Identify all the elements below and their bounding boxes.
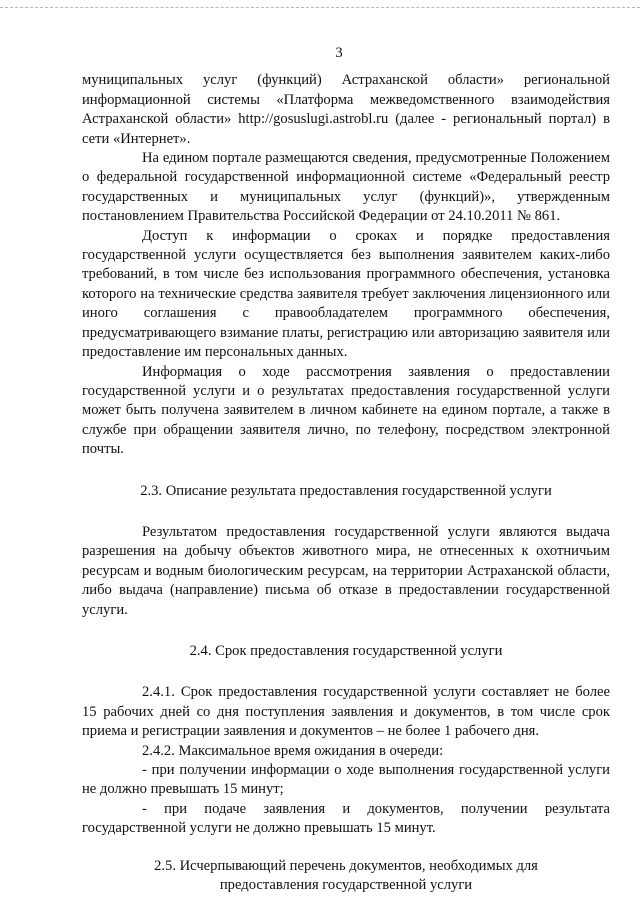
paragraph-access-information: Доступ к информации о сроках и порядке предоставления государственной услуги осуществляется без выполнения заявителем каких-либо требований, в том числе без использования программного обеспечения, установка которого на технические средства заявителя требует заключения лицензионного или иного соглашения с правообладателем программного обеспечения, предусматривающего взимание платы, регистрацию или авторизацию заявителя или предоставление им персональных данных. bbox=[82, 227, 610, 361]
scan-top-edge bbox=[0, 7, 640, 8]
document-page bbox=[82, 44, 610, 895]
paragraph-service-result: Результатом предоставления государственной услуги являются выдача разрешения на добычу объектов животного мира, не отнесенных к охотничьим ресурсам и водным биологическим ресурсам, на территории Астраханской области, либо выдача (направление) письма об отказе в предоставлении государственной услуги. bbox=[82, 523, 610, 618]
paragraph-single-portal: На едином портале размещаются сведения, предусмотренные Положением о федеральной государственной информационной системе «Федеральный реестр государственных и муниципальных услуг (функций)», утвержденным постановлением Правительства Российской Федерации от 24.10.2011 № 861. bbox=[82, 150, 610, 225]
section-heading-2-3: 2.3. Описание результата предоставления государственной услуги bbox=[140, 482, 552, 499]
paragraph-regional-portal: муниципальных услуг (функций) Астраханской области» региональной информационной системы «Платформа межведомственного взаимодействия Астраханской области» http://gosuslugi.astrobl.ru (далее - региональный портал) в сети «Интернет». bbox=[82, 72, 610, 147]
paragraph-application-status: Информация о ходе рассмотрения заявления о предоставлении государственной услуги и о результатах предоставления государственной услуги может быть получена заявителем в личном кабинете на едином портале, а также в службе при обращении заявителя лично, по телефону, посредством электронной почты. bbox=[82, 363, 610, 458]
list-item-application-submission: - при подаче заявления и документов, получении результата государственной услуги не должно превышать 15 минут. bbox=[82, 800, 610, 837]
list-item-status-info: - при получении информации о ходе выполнения государственной услуги не должно превышать 15 минут; bbox=[82, 762, 610, 798]
section-heading-2-5-line2: предоставления государственной услуги bbox=[219, 877, 473, 894]
section-heading-2-4: 2.4. Срок предоставления государственной услуги bbox=[189, 642, 503, 659]
section-heading-2-5-line1: 2.5. Исчерпывающий перечень документов, необходимых для bbox=[154, 857, 538, 874]
paragraph-2-4-1: 2.4.1. Срок предоставления государственной услуги составляет не более 15 рабочих дней со дня поступления заявления и документов, в том числе срок приема и регистрации заявления и документов – не более 1 рабочего дня. bbox=[82, 684, 610, 740]
section-heading-2-5 bbox=[82, 857, 610, 896]
paragraph-2-4-2: 2.4.2. Максимальное время ожидания в очереди: bbox=[142, 742, 444, 759]
page-number: 3 bbox=[335, 45, 343, 61]
